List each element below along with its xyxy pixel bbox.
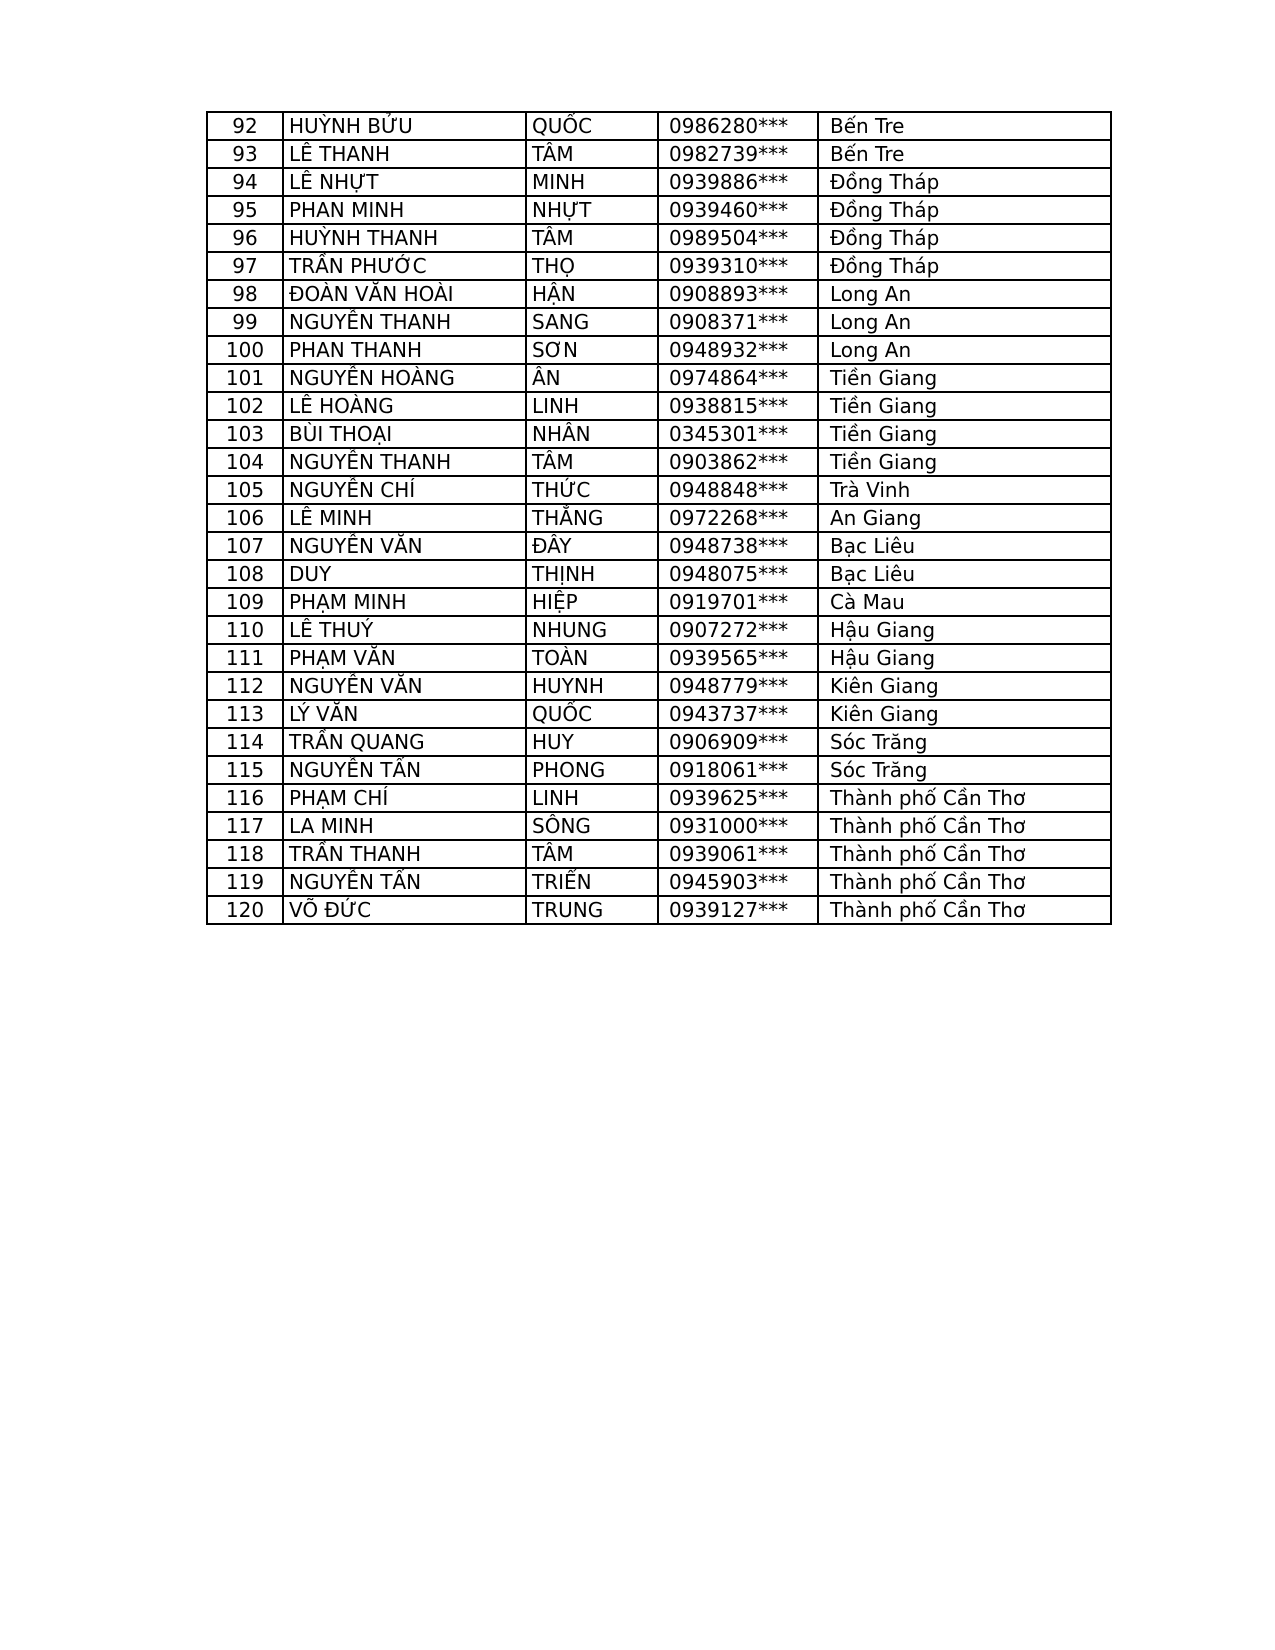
cell-province: Hậu Giang	[818, 616, 1111, 644]
cell-ho-dem: TRẦN QUANG	[283, 728, 526, 756]
cell-phone: 0939310***	[658, 252, 818, 280]
cell-province: Bến Tre	[818, 112, 1111, 140]
cell-province: Thành phố Cần Thơ	[818, 812, 1111, 840]
cell-ten: ĐÂY	[526, 532, 658, 560]
table-row	[207, 420, 1111, 448]
cell-ten: LINH	[526, 784, 658, 812]
cell-ten: NHÂN	[526, 420, 658, 448]
cell-stt: 110	[207, 616, 283, 644]
cell-stt: 114	[207, 728, 283, 756]
cell-ho-dem: VÕ ĐỨC	[283, 896, 526, 924]
cell-ten: SANG	[526, 308, 658, 336]
table-row	[207, 140, 1111, 168]
cell-ho-dem: NGUYỄN THANH	[283, 308, 526, 336]
table-row	[207, 644, 1111, 672]
cell-phone: 0345301***	[658, 420, 818, 448]
table-row	[207, 728, 1111, 756]
cell-phone: 0939127***	[658, 896, 818, 924]
cell-ten: QUỐC	[526, 700, 658, 728]
cell-ten: THỌ	[526, 252, 658, 280]
cell-province: Thành phố Cần Thơ	[818, 784, 1111, 812]
cell-ho-dem: DUY	[283, 560, 526, 588]
table-row	[207, 504, 1111, 532]
cell-province: Sóc Trăng	[818, 728, 1111, 756]
cell-province: Kiên Giang	[818, 672, 1111, 700]
cell-ho-dem: LÊ THUÝ	[283, 616, 526, 644]
cell-ten: HUYNH	[526, 672, 658, 700]
cell-stt: 119	[207, 868, 283, 896]
cell-ho-dem: ĐOÀN VĂN HOÀI	[283, 280, 526, 308]
cell-ten: SÔNG	[526, 812, 658, 840]
cell-province: Tiền Giang	[818, 448, 1111, 476]
cell-stt: 111	[207, 644, 283, 672]
cell-ten: MINH	[526, 168, 658, 196]
cell-phone: 0948075***	[658, 560, 818, 588]
table-row	[207, 336, 1111, 364]
cell-stt: 94	[207, 168, 283, 196]
cell-phone: 0919701***	[658, 588, 818, 616]
cell-province: Long An	[818, 280, 1111, 308]
cell-phone: 0989504***	[658, 224, 818, 252]
cell-stt: 96	[207, 224, 283, 252]
cell-phone: 0974864***	[658, 364, 818, 392]
cell-stt: 112	[207, 672, 283, 700]
cell-ten: NHỰT	[526, 196, 658, 224]
cell-stt: 95	[207, 196, 283, 224]
cell-phone: 0948848***	[658, 476, 818, 504]
cell-phone: 0982739***	[658, 140, 818, 168]
cell-province: Đồng Tháp	[818, 196, 1111, 224]
cell-stt: 115	[207, 756, 283, 784]
cell-phone: 0907272***	[658, 616, 818, 644]
cell-stt: 101	[207, 364, 283, 392]
table-row	[207, 308, 1111, 336]
cell-phone: 0945903***	[658, 868, 818, 896]
table-row	[207, 112, 1111, 140]
cell-stt: 104	[207, 448, 283, 476]
cell-ho-dem: PHẠM CHÍ	[283, 784, 526, 812]
table-row	[207, 616, 1111, 644]
cell-stt: 105	[207, 476, 283, 504]
table-row	[207, 588, 1111, 616]
cell-stt: 108	[207, 560, 283, 588]
cell-phone: 0908893***	[658, 280, 818, 308]
table-row	[207, 812, 1111, 840]
cell-province: Kiên Giang	[818, 700, 1111, 728]
cell-stt: 103	[207, 420, 283, 448]
cell-ho-dem: LÊ HOÀNG	[283, 392, 526, 420]
cell-phone: 0939886***	[658, 168, 818, 196]
cell-stt: 109	[207, 588, 283, 616]
cell-ho-dem: BÙI THOẠI	[283, 420, 526, 448]
table-row	[207, 252, 1111, 280]
cell-province: An Giang	[818, 504, 1111, 532]
cell-ten: TRIỂN	[526, 868, 658, 896]
cell-ten: TÂM	[526, 140, 658, 168]
cell-stt: 92	[207, 112, 283, 140]
cell-ten: HIỆP	[526, 588, 658, 616]
cell-stt: 98	[207, 280, 283, 308]
cell-ho-dem: LÊ NHỰT	[283, 168, 526, 196]
cell-ten: TÂM	[526, 448, 658, 476]
table-row	[207, 560, 1111, 588]
cell-phone: 0908371***	[658, 308, 818, 336]
cell-ho-dem: NGUYỄN HOÀNG	[283, 364, 526, 392]
table-row	[207, 840, 1111, 868]
cell-stt: 117	[207, 812, 283, 840]
cell-ho-dem: HUỲNH BỬU	[283, 112, 526, 140]
cell-stt: 118	[207, 840, 283, 868]
cell-ho-dem: NGUYỄN CHÍ	[283, 476, 526, 504]
cell-province: Long An	[818, 308, 1111, 336]
cell-stt: 116	[207, 784, 283, 812]
table-row	[207, 224, 1111, 252]
cell-stt: 120	[207, 896, 283, 924]
cell-ho-dem: HUỲNH THANH	[283, 224, 526, 252]
cell-province: Bến Tre	[818, 140, 1111, 168]
cell-phone: 0903862***	[658, 448, 818, 476]
cell-phone: 0918061***	[658, 756, 818, 784]
cell-province: Thành phố Cần Thơ	[818, 840, 1111, 868]
cell-ho-dem: LÊ MINH	[283, 504, 526, 532]
table-row	[207, 784, 1111, 812]
cell-ten: THỊNH	[526, 560, 658, 588]
table-row	[207, 756, 1111, 784]
cell-ten: TOÀN	[526, 644, 658, 672]
cell-ho-dem: NGUYỄN TẤN	[283, 868, 526, 896]
cell-phone: 0939460***	[658, 196, 818, 224]
cell-phone: 0948779***	[658, 672, 818, 700]
cell-ten: ÂN	[526, 364, 658, 392]
table-row	[207, 868, 1111, 896]
cell-province: Tiền Giang	[818, 364, 1111, 392]
cell-stt: 107	[207, 532, 283, 560]
table-row	[207, 196, 1111, 224]
cell-phone: 0943737***	[658, 700, 818, 728]
cell-province: Thành phố Cần Thơ	[818, 868, 1111, 896]
cell-province: Tiền Giang	[818, 420, 1111, 448]
table-row	[207, 700, 1111, 728]
cell-phone: 0939565***	[658, 644, 818, 672]
cell-ho-dem: NGUYỄN VĂN	[283, 672, 526, 700]
cell-ten: PHONG	[526, 756, 658, 784]
cell-ho-dem: LÝ VĂN	[283, 700, 526, 728]
cell-province: Long An	[818, 336, 1111, 364]
cell-phone: 0948738***	[658, 532, 818, 560]
cell-ten: HẬN	[526, 280, 658, 308]
cell-province: Hậu Giang	[818, 644, 1111, 672]
cell-ho-dem: LÊ THANH	[283, 140, 526, 168]
cell-stt: 100	[207, 336, 283, 364]
cell-phone: 0939625***	[658, 784, 818, 812]
cell-province: Bạc Liêu	[818, 560, 1111, 588]
cell-stt: 93	[207, 140, 283, 168]
cell-ho-dem: PHẠM MINH	[283, 588, 526, 616]
cell-ho-dem: NGUYỄN THANH	[283, 448, 526, 476]
cell-ten: THẮNG	[526, 504, 658, 532]
cell-ho-dem: PHAN THANH	[283, 336, 526, 364]
table-row	[207, 168, 1111, 196]
cell-province: Sóc Trăng	[818, 756, 1111, 784]
cell-province: Tiền Giang	[818, 392, 1111, 420]
cell-ten: THỨC	[526, 476, 658, 504]
table-row	[207, 280, 1111, 308]
cell-ten: SƠN	[526, 336, 658, 364]
cell-phone: 0972268***	[658, 504, 818, 532]
cell-ho-dem: NGUYỄN TẤN	[283, 756, 526, 784]
cell-phone: 0906909***	[658, 728, 818, 756]
cell-phone: 0948932***	[658, 336, 818, 364]
cell-ten: TÂM	[526, 840, 658, 868]
table-row	[207, 476, 1111, 504]
cell-ho-dem: PHAN MINH	[283, 196, 526, 224]
cell-province: Đồng Tháp	[818, 252, 1111, 280]
cell-stt: 97	[207, 252, 283, 280]
cell-phone: 0938815***	[658, 392, 818, 420]
cell-stt: 106	[207, 504, 283, 532]
cell-ho-dem: TRẦN THANH	[283, 840, 526, 868]
cell-ho-dem: PHẠM VĂN	[283, 644, 526, 672]
cell-ten: QUỐC	[526, 112, 658, 140]
table-row	[207, 896, 1111, 924]
cell-stt: 113	[207, 700, 283, 728]
cell-province: Thành phố Cần Thơ	[818, 896, 1111, 924]
cell-ho-dem: LA MINH	[283, 812, 526, 840]
cell-province: Trà Vinh	[818, 476, 1111, 504]
cell-ten: LINH	[526, 392, 658, 420]
cell-ten: TÂM	[526, 224, 658, 252]
cell-ho-dem: TRẦN PHƯỚC	[283, 252, 526, 280]
cell-province: Bạc Liêu	[818, 532, 1111, 560]
table-row	[207, 672, 1111, 700]
cell-ten: HUY	[526, 728, 658, 756]
table-body	[207, 112, 1111, 924]
table-row	[207, 392, 1111, 420]
cell-stt: 99	[207, 308, 283, 336]
winners-table	[206, 111, 1112, 925]
table-row	[207, 532, 1111, 560]
cell-phone: 0986280***	[658, 112, 818, 140]
cell-province: Đồng Tháp	[818, 224, 1111, 252]
cell-ten: NHUNG	[526, 616, 658, 644]
table-row	[207, 448, 1111, 476]
cell-ho-dem: NGUYỄN VĂN	[283, 532, 526, 560]
cell-stt: 102	[207, 392, 283, 420]
cell-province: Cà Mau	[818, 588, 1111, 616]
cell-ten: TRUNG	[526, 896, 658, 924]
cell-province: Đồng Tháp	[818, 168, 1111, 196]
table-row	[207, 364, 1111, 392]
cell-phone: 0939061***	[658, 840, 818, 868]
cell-phone: 0931000***	[658, 812, 818, 840]
